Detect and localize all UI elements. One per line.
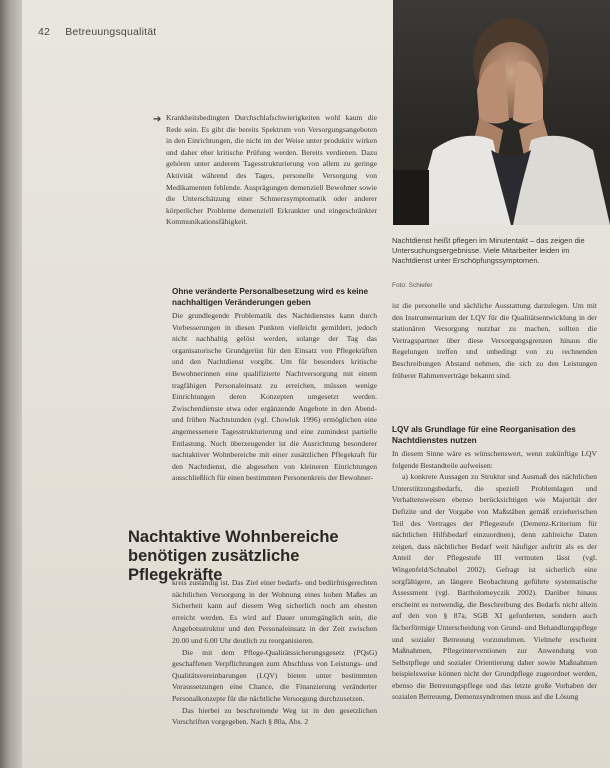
left-column-middle [172, 310, 377, 484]
photo-credit: Foto: Schiefer [392, 282, 433, 289]
body-paragraph: Die grundlegende Problematik des Nachtdienstes kann durch Vorbesserungen in diesen Punkten vielleicht gemildert, jedoch nicht nachhaltig gelöst werden, solange der Tag das organisatorische Grundgerüst für den Einsatz von Pflegekräften und den Nachtdienst vorgibt. Um für besonders kritische Bewohnerinnen eine qualifizierte Nachtversorgung mit einem tragfähigen Personaleinsatz zu erreichen, müssen wenige Einrichtungen deren Konzepten umgesetzt werden. Zwischendienste etwa oder ergänzende Angebote in den Abend- und frühen Nachtstunden (vgl. Chowluk 1996) ermöglichen eine angemessenere Tagesstrukturierung und eine zumindest partielle Entlastung. Noch überzeugender ist die Ausrichtung besonderer nachtaktiver Wohnbereiche mit einer zusätzlichen Pflegekraft für den Nachtdienst, die abgesehen von kleineren Einrichtungen ausschließlich für einen bestimmten Personenkreis der Bewohner- [172, 311, 377, 483]
right-column-bottom [392, 448, 597, 703]
man-covering-face-photo [393, 0, 610, 225]
subheading-lqv: LQV als Grundlage für eine Reorganisation des Nachtdienstes nutzen [392, 425, 576, 445]
body-paragraph: In diesem Sinne wäre es wünschenswert, wenn zukünftige LQV folgende Bestandteile aufweisen: [392, 449, 597, 470]
body-paragraph: kreis zuständig ist. Das Ziel einer bedarfs- und bedürfnisgerechten nächtlichen Versorgung in der Wohnung eines hohen Maßes an Sicherheit kann auf diesem Weg sicherlich noch am ehesten erreicht werden. Es wird auf Dauer unumgänglich sein, die Angebotsstruktur und den Personaleinsatz in der Zeit zwischen 20.00 und 6.00 Uhr deutlich zu reorganisieren. [172, 578, 377, 645]
subheading-personalbesetzung: Ohne veränderte Personalbesetzung wird es keine nachhaltigen Veränderungen geben [172, 287, 369, 307]
left-column-bottom [172, 577, 377, 728]
scan-shadow-edge [0, 0, 24, 768]
right-column-top [392, 300, 597, 381]
photo-caption: Nachtdienst heißt pflegen im Minutentakt – das zeigen die Untersuchungsergebnisse. Viele Mitarbeiter leiden im Nachtdienst unter Erschöpfungssymptomen. [392, 236, 585, 266]
body-paragraph: ist die personelle und sächliche Ausstattung darzulegen. Um mit den Instrumentarium der LQV für die Qualitätsentwicklung in der stationären Versorgung nutzbar zu machen, sollten die Vertragspartner über diese Versorgungsgrenzen hinaus die Regelungen treffen und unbedingt von zu rechnenden Beschreibungen Abstand nehmen, die sich zu den Leistungen früherer Rahmenverträge bekannt sind. [392, 301, 597, 380]
body-paragraph: Das hierbei zu beschreitende Weg ist in den gesetzlichen Vorschriften vorgegeben. Nach § 80a, Abs. 2 [172, 705, 377, 727]
page-number: 42 [38, 26, 51, 38]
section-headline: Nachtaktive Wohnbereiche benötigen zusätzliche Pflegekräfte [128, 528, 339, 584]
running-header [38, 26, 156, 38]
arrow-right-icon: ➔ [153, 114, 162, 125]
body-paragraph: a) konkrete Aussagen zu Struktur und Ausmaß des nächtlichen Unterstützungsbedarfs, die speziell Problemlagen und Verhaltensweisen ebenso berücksichtigen wie Majorität der Defizite und der Vorgabe von Maßstäben gemäß erzieherischen Teil des Vertrages der Pflegestufe (Demenz-Kriterium für nächtlichen Hilfsbedarf einzuordnen), denn zahlreiche Daten zeigen, dass nächtlicher Bedarf weit häufiger auftritt als es der Anteil der Pflegestufe III vermuten lässt (vgl. Wingenfeld/Schnabel 2002). Gefragt ist sicherlich eine sorgfältigere, an längere Beobachtung geführte systematische Assessment (vgl. Bartholomeyczik 2002). Darüber hinaus erscheint es notwendig, die Beschreibung des Bedarfs nicht allein auf den von § 87a, SGB XI geforderten, sondern auch fächerförmige Unterscheidung von Grund- und Behandlungspflege und sozialer Betreuung vorzunehmen. Vielmehr erscheint Maßnahmen, Pflegeinterventionen zur Anwendung von Selbstpflege und sozialer Orientierung daher sowie Maßnahmen beispielsweise können nicht der Grundpflege zugeordnet werden, ebenso die Betreuungspflege und das letzte große Vorhaben der sozialen Betreuung, Demenzsyndromen muss auf die Lösung [392, 472, 597, 702]
body-paragraph: Krankheitsbedingten Durchschlafschwierigkeiten wohl kaum die Rede sein. Es gibt die bereits Spektrum von Versorgungsangeboten in den Einrichtungen, die nicht im der Weise unter produktiv wirken und daher eher kritische Prüfung werden. Bereits verdienen. Dazu gehören unter anderem Tagesstrukturierung von allem zu geringe Aktivität während des Tages, personelle Versorgung von Medikamenten fehlende. Ausprägungen demenziell Bewohner sowie die Unterschätzung einer Schmerzsymptomatik oder anderer körperlicher Probleme demenziell Erkrankter und eingeschränkter Kommunikationsfähigkeit. [166, 113, 377, 227]
section-title: Betreuungsqualität [65, 26, 157, 38]
left-column-top [166, 112, 377, 228]
body-paragraph: Die mit dem Pflege-Qualitätssicherungsgesetz (PQsG) geschaffenen Verpflichtungen zum Abschluss von Leistungs- und Qualitätsvereinbarungen (LQV) bieten unter bestimmten Voraussetzungen eine Chance, die Finanzierung veränderter Personalkonzepte für die nächtliche Versorgung durchzusetzen. [172, 647, 377, 703]
